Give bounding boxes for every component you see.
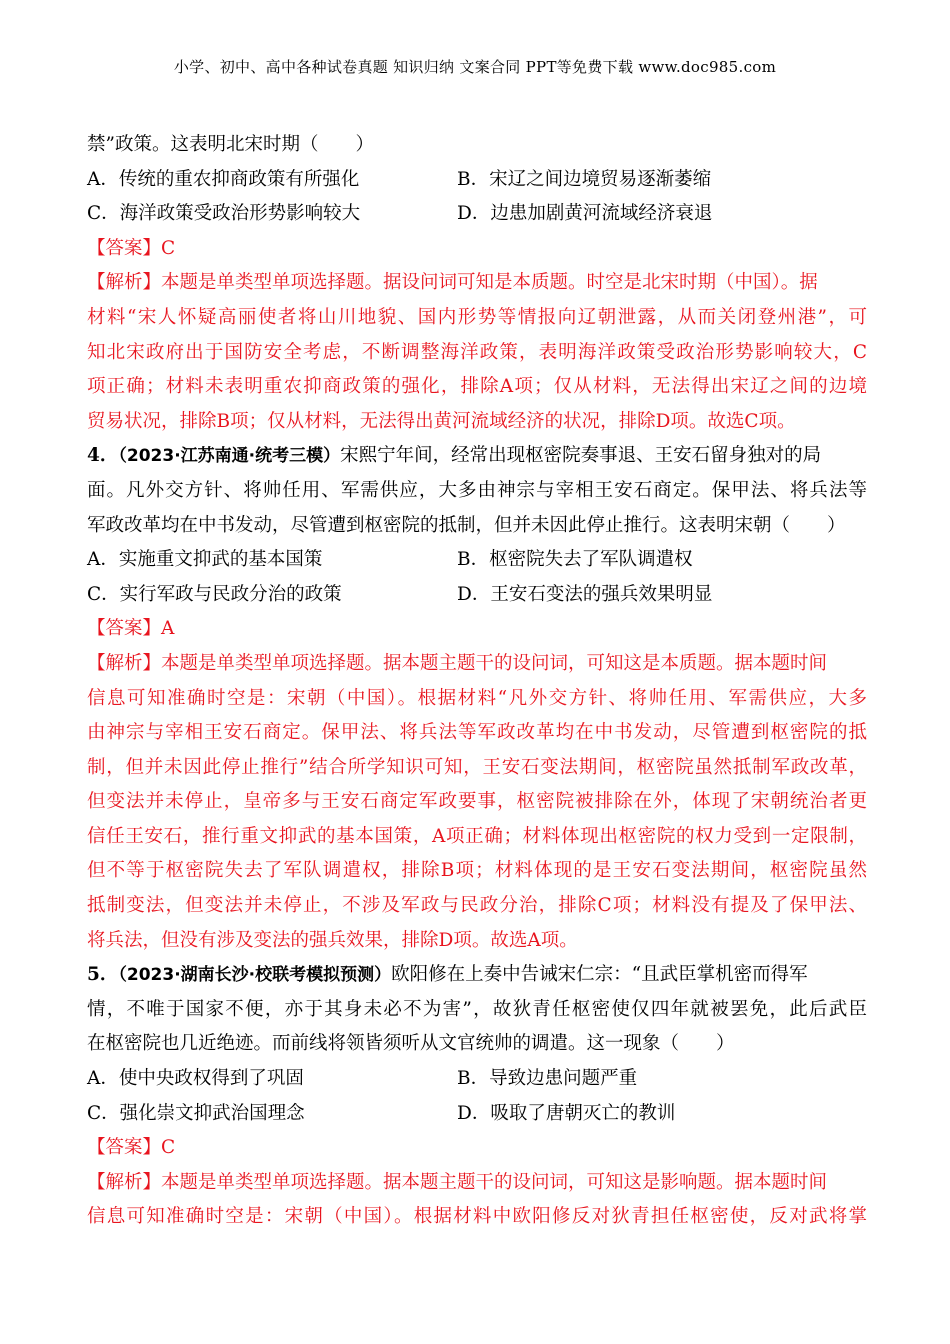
q5-option-c: C．强化崇文抑武治国理念 <box>87 1102 305 1124</box>
q5-options-row-1 <box>87 1062 867 1097</box>
q3-analysis-line: 材料“宋人怀疑高丽使者将山川地貌、国内形势等情报向辽朝泄露，从而关闭登州港”，可 <box>87 306 867 328</box>
q5-analysis-line: 信息可知准确时空是：宋朝（中国）。根据材料中欧阳修反对狄青担任枢密使，反对武将掌 <box>87 1206 867 1228</box>
analysis-tag: 【解析】 <box>87 272 162 294</box>
q5-stem-line <box>87 958 867 993</box>
question-text: 欧阳修在上奏中告诫宋仁宗：“且武臣掌机密而得军 <box>391 964 808 986</box>
q4-answer <box>87 612 867 647</box>
q4-analysis-line: 抵制变法，但变法并未停止，不涉及军政与民政分治，排除C项；材料没有提及了保甲法、 <box>87 895 867 917</box>
question-number: 5． <box>87 964 119 986</box>
q3-analysis-line <box>87 266 867 301</box>
q3-answer <box>87 232 867 267</box>
q5-answer <box>87 1131 867 1166</box>
q4-analysis-line <box>87 647 867 682</box>
analysis-text: 本题是单类型单项选择题。据本题主题干的设问词，可知这是本质题。据本题时间 <box>161 652 828 674</box>
answer-value: C <box>161 1137 176 1159</box>
question-text: 宋熙宁年间，经常出现枢密院奏事退、王安石留身独对的局 <box>340 445 822 467</box>
q4-stem-line <box>87 439 867 474</box>
q4-analysis-line: 将兵法，但没有涉及变法的强兵效果，排除D项。故选A项。 <box>87 929 578 951</box>
q5-option-a: A．使中央政权得到了巩固 <box>87 1068 304 1090</box>
q3-analysis-line: 项正确；材料未表明重农抑商政策的强化，排除A项；仅从材料，无法得出宋辽之间的边境 <box>87 376 867 398</box>
page-header: 小学、初中、高中各种试卷真题 知识归纳 文案合同 PPT等免费下载 www.doc985.com <box>173 58 777 76</box>
q4-analysis-line: 信息可知准确时空是：宋朝（中国）。根据材料“凡外交方针、将帅任用、军需供应，大多 <box>87 687 867 709</box>
q4-analysis-line: 信任王安石，推行重文抑武的基本国策，A项正确；材料体现出枢密院的权力受到一定限制， <box>87 825 867 847</box>
q4-option-a: A．实施重文抑武的基本国策 <box>87 549 323 571</box>
q5-option-d: D．吸取了唐朝灭亡的教训 <box>457 1102 676 1124</box>
q3-option-a: A．传统的重农抑商政策有所强化 <box>87 168 360 190</box>
q3-option-c: C．海洋政策受政治形势影响较大 <box>87 203 361 225</box>
q3-stem: 禁”政策。这表明北宋时期（ ） <box>87 134 374 155</box>
q5-stem-line: 在枢密院也几近绝迹。而前线将领皆须听从文官统帅的调遣。这一现象（ ） <box>87 1033 735 1055</box>
q5-analysis-line <box>87 1166 867 1201</box>
q4-analysis-line: 但变法并未停止，皇帝多与王安石商定军政要事，枢密院被排除在外，体现了宋朝统治者更 <box>87 791 867 813</box>
answer-tag: 【答案】 <box>87 237 162 259</box>
question-number: 4． <box>87 445 119 467</box>
q3-options-row-1 <box>87 163 867 198</box>
analysis-text: 本题是单类型单项选择题。据设问词可知是本质题。时空是北宋时期（中国）。据 <box>161 272 818 294</box>
question-source: （2023·湖南长沙·校联考模拟预测） <box>118 965 392 986</box>
q4-option-c: C．实行军政与民政分治的政策 <box>87 583 342 605</box>
q5-options-row-2 <box>87 1097 867 1132</box>
q4-analysis-line: 制，但并未因此停止推行”结合所学知识可知，王安石变法期间，枢密院虽然抵制军政改革， <box>87 756 867 778</box>
q4-options-row-1 <box>87 543 867 578</box>
q3-options-row-2 <box>87 197 867 232</box>
document-body <box>87 128 867 1235</box>
q4-options-row-2 <box>87 578 867 613</box>
q5-option-b: B．导致边患问题严重 <box>457 1068 638 1090</box>
q4-analysis-line: 由神宗与宰相王安石商定。保甲法、将兵法等军政改革均在中书发动，尽管遭到枢密院的抵 <box>87 722 867 744</box>
question-source: （2023·江苏南通·统考三模） <box>118 446 341 467</box>
q4-stem-line: 军政改革均在中书发动，尽管遭到枢密院的抵制，但并未因此停止推行。这表明宋朝（ ） <box>87 514 846 536</box>
answer-tag: 【答案】 <box>87 618 162 640</box>
q3-analysis-line: 贸易状况，排除B项；仅从材料，无法得出黄河流域经济的状况，排除D项。故选C项。 <box>87 410 796 432</box>
q3-option-b: B．宋辽之间边境贸易逐渐萎缩 <box>457 168 712 190</box>
q3-option-d: D．边患加剧黄河流域经济衰退 <box>457 203 713 225</box>
answer-value: A <box>161 618 175 640</box>
q4-option-d: D．王安石变法的强兵效果明显 <box>457 583 713 605</box>
q3-analysis-line: 知北宋政府出于国防安全考虑，不断调整海洋政策，表明海洋政策受政治形势影响较大，C <box>87 341 867 363</box>
q5-stem-line: 情，不唯于国家不便，亦于其身未必不为害”，故狄青任枢密使仅四年就被罢免，此后武臣 <box>87 998 867 1020</box>
answer-value: C <box>161 237 176 259</box>
q4-stem-line: 面。凡外交方针、将帅任用、军需供应，大多由神宗与宰相王安石商定。保甲法、将兵法等 <box>87 479 867 501</box>
q4-analysis-line: 但不等于枢密院失去了军队调遣权，排除B项；材料体现的是王安石变法期间，枢密院虽然 <box>87 860 867 882</box>
analysis-tag: 【解析】 <box>87 1171 162 1193</box>
answer-tag: 【答案】 <box>87 1137 162 1159</box>
q4-option-b: B．枢密院失去了军队调遣权 <box>457 549 693 571</box>
analysis-text: 本题是单类型单项选择题。据本题主题干的设问词，可知这是影响题。据本题时间 <box>161 1171 828 1193</box>
analysis-tag: 【解析】 <box>87 652 162 674</box>
